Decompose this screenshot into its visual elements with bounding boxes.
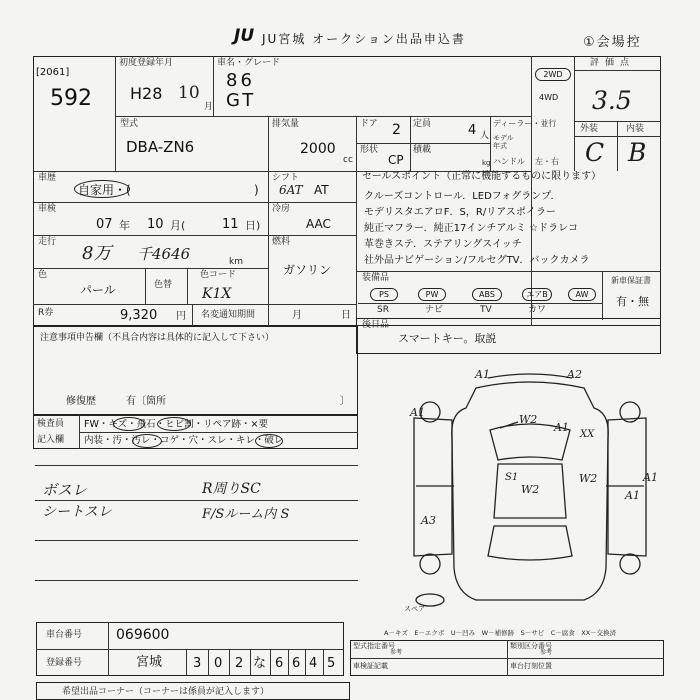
newbook-value: 有・無 (616, 295, 649, 308)
damage-legend: A－キズ E－エクボ U－凹み W－補修跡 S－サビ C－腐食 XX－交換済 (384, 629, 617, 637)
spec-r2b: 参考 (540, 649, 553, 656)
chassis-label: 車台番号 (46, 630, 83, 640)
newbook-label: 新車保証書 (611, 276, 651, 285)
equip-tv: TV (480, 305, 492, 315)
dealer-2: モデル (493, 134, 514, 142)
disp-value: 2000 (300, 141, 336, 157)
expiry-month: 月 (292, 310, 302, 321)
type-label: 型式 (120, 119, 139, 129)
recycle-unit: 円 (176, 311, 186, 322)
remark-right-2: F/Sルーム内 S (202, 507, 290, 522)
expiry-day: 日 (341, 310, 351, 321)
color-label: 色 (38, 270, 48, 280)
wheel-rl (420, 554, 440, 574)
spec-r2: 類別区分番号 (510, 642, 552, 650)
repair-label: 修復歴 (66, 396, 96, 407)
mark-w2-front: W2 (519, 413, 538, 426)
grade-label: 評価点 (590, 58, 636, 68)
dealer-3: 年式 (493, 142, 507, 150)
color-code: K1X (202, 286, 232, 302)
recycle-value: 9,320 (120, 308, 158, 323)
mark-a1-top: A1 (475, 368, 490, 381)
cap-unit: 人 (480, 131, 490, 141)
car-front-bumper (488, 374, 572, 378)
drive-4wd: 4WD (539, 93, 559, 102)
drive-2wd: 2WD (535, 68, 571, 81)
spare-label: スペア (404, 605, 425, 613)
color-change-label: 色替 (154, 280, 173, 290)
inspect-label: 車検 (38, 204, 57, 214)
sales-line-4: 革巻きステ．ステアリングスイッチ (364, 239, 522, 250)
disp-label: 排気量 (272, 119, 300, 129)
footer-text: 希望出品コーナー（コーナーは係員が記入します） (62, 687, 270, 697)
plate-label: 登録番号 (46, 658, 83, 668)
grade-score: 3.5 (592, 86, 632, 115)
model-grade: GT (226, 90, 257, 111)
lot-number: 592 (50, 86, 92, 111)
plate-d7: 5 (327, 656, 336, 671)
later-label: 後日品 (362, 320, 390, 330)
mark-a1-right-2: A1 (625, 489, 640, 502)
int-grade: B (628, 138, 647, 167)
plate-d2: 0 (214, 656, 223, 671)
spec-r1b: 参考 (390, 649, 403, 656)
mark-a1-front: A1 (554, 421, 569, 434)
shift-at: AT (314, 183, 329, 197)
repair-value: 有〔箇所 (126, 396, 166, 407)
mark-xx: XX (580, 429, 595, 440)
type-value: DBA-ZN6 (126, 138, 195, 156)
equip-label: 装備品 (362, 273, 390, 283)
inspector-row-1: FW・キズ・飛石・ヒビ割・リペア跡・×要 (84, 419, 268, 430)
spec-r4: 車台打刻位置 (510, 662, 552, 670)
model-name: 86 (226, 70, 255, 91)
ac-label: 冷房 (272, 204, 291, 214)
disp-unit: cc (343, 155, 353, 165)
plate-pref: 宮城 (136, 655, 163, 670)
later-value: スマートキー。取説 (398, 332, 497, 345)
load-unit: kg (482, 159, 491, 167)
plate-kana: な (253, 656, 267, 671)
chassis-value: 069600 (116, 627, 170, 643)
copy-label: ①会場控 (583, 35, 642, 50)
mark-a1-right: A1 (643, 471, 658, 484)
int-label: 内装 (626, 124, 645, 134)
spec-r3: 車検証記載 (353, 662, 388, 670)
equip-leather: カワ (528, 305, 547, 315)
fuel-label: 燃料 (272, 237, 291, 247)
handle: ハンドル (493, 157, 525, 166)
remark-left-2: シートスレ (42, 504, 112, 520)
cap-label: 定員 (413, 119, 432, 129)
mark-s1: S1 (505, 472, 519, 483)
ext-grade: C (585, 138, 605, 167)
plate-d5: 6 (292, 656, 301, 671)
recycle-label: R券 (38, 308, 54, 318)
inspect-day-unit: 日) (245, 219, 261, 232)
mark-a1-left: A1 (410, 406, 425, 419)
load-label: 積載 (413, 145, 432, 155)
reg-unit: 月 (204, 102, 214, 112)
sales-line-3: 純正マフラー．純正17インチアルミ ☆ドラレコ (364, 223, 579, 234)
wheel-rr (620, 554, 640, 574)
car-left-side (414, 418, 452, 556)
plate-d3: 2 (235, 656, 244, 671)
mark-a2-top: A2 (567, 368, 582, 381)
form-title: JU宮城 オークション出品申込書 (262, 32, 466, 46)
shape-label: 形状 (360, 145, 379, 155)
repair-close: 〕 (340, 396, 350, 407)
equip-pw: PW (418, 288, 446, 301)
lot-code: [2061] (36, 67, 70, 78)
sales-line-1: クルーズコントロール．LEDフォグランプ． (364, 191, 561, 202)
mileage-value2: 千4646 (137, 245, 191, 263)
mileage-unit: km (229, 257, 243, 267)
inspector-row-2: 内装・汚・汚レ・コゲ・穴・スレ・キレ・破レ (84, 435, 284, 446)
sales-line-2: モデリスタエアロF．S，R/リアスポイラー (364, 207, 556, 218)
inspect-month-unit: 月( (170, 219, 186, 232)
car-rear-window (488, 526, 572, 560)
inspect-year-unit: 年 (119, 219, 130, 232)
notes-label: 注意事項申告欄（不具合内容は具体的に記入して下さい） (40, 333, 275, 343)
handle-value: 左・右 (535, 157, 559, 166)
plate-d1: 3 (193, 656, 202, 671)
equip-abs: ABS (472, 288, 502, 301)
dealer-1: ディーラー・並行 (493, 119, 557, 128)
inspect-day: 11 (222, 217, 239, 232)
mark-w2-right: W2 (579, 472, 598, 485)
plate-d6: 4 (309, 656, 318, 671)
shift-label: シフト (272, 173, 300, 183)
history-label: 車歴 (38, 173, 57, 183)
doors-label: ドア (360, 119, 378, 129)
fuel-value: ガソリン (283, 263, 332, 277)
inspect-year: 07 (96, 217, 113, 232)
inspector-label-1: 検査員 (37, 419, 65, 429)
shift-value: 6AT (279, 183, 303, 197)
model-label: 車名・グレード (217, 58, 281, 68)
mark-w2-roof: W2 (521, 483, 540, 496)
inspector-label-2: 記入欄 (37, 435, 65, 445)
mileage-value: 8万 (82, 243, 112, 264)
mileage-label: 走行 (38, 237, 57, 247)
equip-aw: AW (568, 288, 596, 301)
equip-airbag: エアB (522, 288, 552, 301)
reg-label: 初度登録年月 (119, 58, 174, 68)
reg-month: 10 (178, 83, 200, 103)
remark-right-1: R周りSC (202, 481, 261, 497)
color-value: パール (80, 283, 116, 297)
doors-value: 2 (392, 122, 401, 138)
ext-label: 外装 (580, 124, 599, 134)
equip-sr: SR (377, 305, 389, 315)
spec-r1: 型式指定番号 (353, 642, 395, 650)
reg-era: H28 (130, 84, 163, 103)
plate-d4: 6 (275, 656, 284, 671)
inspect-month: 10 (147, 217, 164, 232)
sales-line-5: 社外品ナビゲーション/フルセグTV．バックカメラ (364, 255, 590, 266)
sales-label: セールスポイント（正常に機能するものに限ります） (362, 171, 602, 182)
ac-value: AAC (306, 217, 331, 231)
history-close: ) (254, 183, 259, 197)
history-value: 自家用・( (78, 183, 131, 197)
equip-ps: PS (370, 288, 398, 301)
car-right-side (608, 418, 646, 556)
mark-a3: A3 (421, 514, 436, 527)
ju-logo: JU (234, 26, 255, 46)
expiry-label: 名変通知期間 (201, 310, 256, 320)
cap-value: 4 (468, 123, 477, 138)
shape-value: CP (388, 153, 404, 167)
remark-left-1: ボスレ (42, 481, 88, 499)
color-code-label: 色コード (200, 270, 237, 280)
equip-navi: ナビ (425, 305, 444, 315)
